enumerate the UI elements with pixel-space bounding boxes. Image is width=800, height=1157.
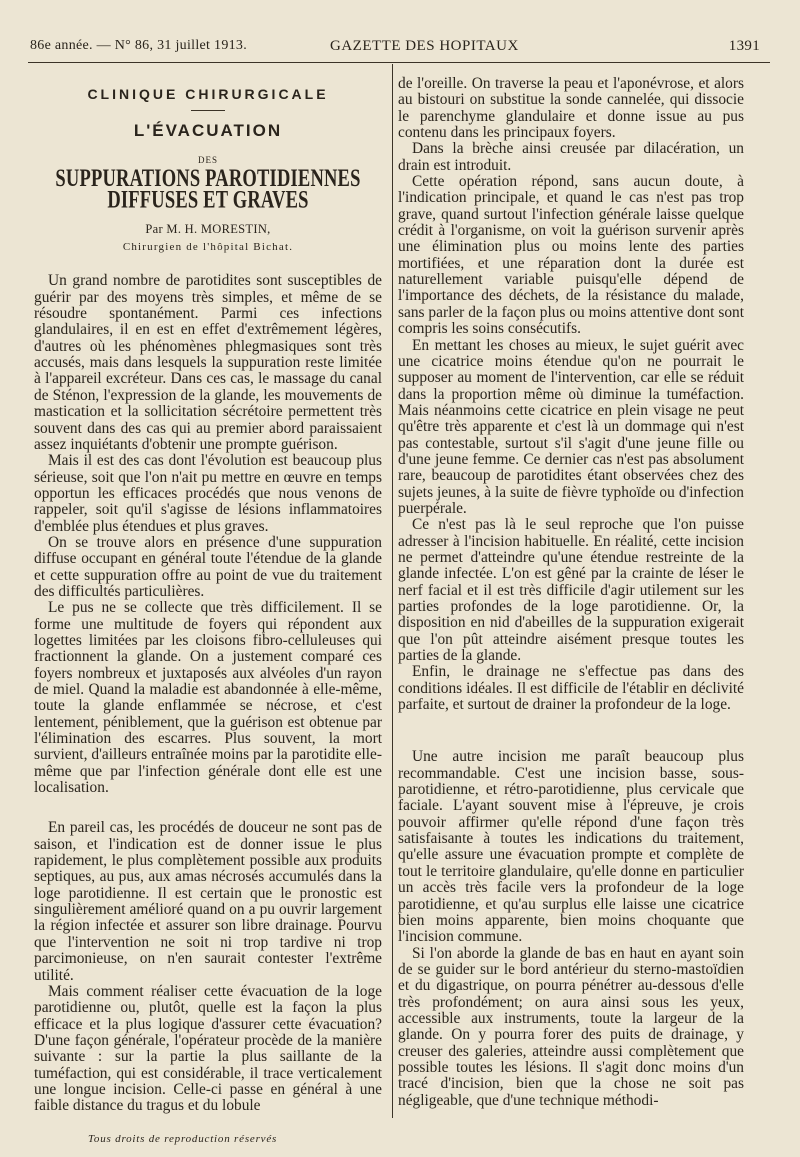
right-column: [398, 76, 744, 1109]
paragraph: Ce n'est pas là le seul reproche que l'on puisse adresser à l'incision habituelle. En réalité, cette incision ne permet d'atteindre qu'une étendue restreinte de la glande infectée. L'on est gêné par la crainte de léser le nerf facial et il est très difficile d'agir utilement sur les parties profondes de la loge parotidienne. Or, la disposition en nid d'abeilles de la suppuration exigerait que l'on pût atteindre aisément presque toutes les parties de la glande.: [398, 516, 744, 665]
author-affiliation: Chirurgien de l'hôpital Bichat.: [122, 241, 294, 254]
paragraph: Si l'on aborde la glande de bas en haut en ayant soin de se guider sur le bord antérieur du sterno-mastoïdien et du digastrique, on pourra pénétrer au-dessous d'elle très profondément; on aura ainsi sous les yeux, accessible aux instruments, toute la largeur de la glande. On y pourra forer des puits de drainage, y creuser des galeries, atteindre aussi complètement que possible toutes les lésions. Il s'agit donc moins d'un tracé d'incision, bien que la chose ne soit pas négligeable, que d'une technique méthodi-: [398, 944, 744, 1109]
left-column: [34, 74, 382, 1115]
paragraph: Un grand nombre de parotidites sont susceptibles de guérir par des moyens très simples, et même de se résoudre spontanément. Parmi ces infections glandulaires, il en est en effet d'extrêmement légères, d'autres où les phénomènes phlegmasiques sont très accusés, mais dans lesquels la suppuration reste limitée à l'appareil excréteur. Dans ces cas, le massage du canal de Sténon, l'expression de la glande, les mouvements de mastication et la sollicitation sécrétoire permettent très souvent dans des cas qui au premier abord paraissaient assez inquiétants d'obtenir une prompte guérison.: [34, 272, 382, 453]
paragraph: Cette opération répond, sans aucun doute, à l'indication principale, et quand le cas n'est pas trop grave, quand surtout l'infection générale laisse quelque crédit à l'organisme, on voit la guérison survenir après une élimination plus ou moins lente des parties mortifiées, et une réparation dont la durée est naturellement variable puisqu'elle dépend de l'importance des déchets, de la résistance du malade, sans parler de la façon plus ou moins attentive dont sont compris les soins consécutifs.: [398, 173, 744, 338]
paragraph: En mettant les choses au mieux, le sujet guérit avec une cicatrice moins étendue qu'on ne pourrait le supposer au moment de l'intervention, car elle se réduit dans la proportion même où diminue la tuméfaction. Mais néanmoins cette cicatrice en plein visage ne peut qu'être très apparente et c'est là un dommage qui n'est pas contestable, surtout s'il s'agit d'une jeune fille ou d'une jeune femme. Ce dernier cas n'est pas absolument rare, beaucoup de parotidites étant observées chez des sujets jeunes, à la suite de fièvre typhoïde ou d'infection puerpérale.: [398, 336, 744, 517]
column-divider: [392, 64, 393, 1118]
paragraph: En pareil cas, les procédés de douceur ne sont pas de saison, et l'indication est de donner issue le plus rapidement, le plus complètement possible aux produits septiques, au pus, aux amas nécrosés accumulés dans la loge parotidienne. Il est certain que le pronostic est singulièrement amélioré quand on a pu ouvrir largement la région infectée et assurer son libre drainage. Pourvu que l'intervention ne soit ni trop tardive ni trop parcimonieuse, on n'en saurait contester l'extrême utilité.: [34, 819, 382, 984]
rights-notice: Tous droits de reproduction réservés: [88, 1133, 278, 1145]
paragraph: Enfin, le drainage ne s'effectue pas dans des conditions idéales. Il est difficile de l'établir en déclivité parfaite, et surtout de drainer la profondeur de la loge.: [398, 663, 744, 714]
byline: Par M. H. MORESTIN,: [145, 221, 271, 236]
title-connector: DES: [197, 154, 218, 165]
paragraph: On se trouve alors en présence d'une suppuration diffuse occupant en général toute l'étendue de la glande et cette suppuration offre au point de vue du traitement des difficultés particulières.: [34, 533, 382, 600]
paragraph: Une autre incision me paraît beaucoup plus recommandable. C'est une incision basse, sous-parotidienne, et rétro-parotidienne, plus cervicale que faciale. L'ayant souvent mise à l'épreuve, je crois pouvoir affirmer qu'elle répond d'une façon très satisfaisante à toutes les indications du traitement, qu'elle assure une évacuation prompte et complète de tout le territoire glandulaire, qu'elle donne en particulier un accès très facile vers la profondeur de la loge parotidienne, et qu'au surplus elle laisse une cicatrice bien moins apparente, bien moins choquante que l'incision commune.: [398, 748, 744, 946]
paragraph: de l'oreille. On traverse la peau et l'aponévrose, et alors au bistouri on substitue la sonde cannelée, qui dissocie le parenchyme glandulaire et donne issue au pus contenu dans les principaux foyers.: [398, 75, 744, 142]
article-title: L'ÉVACUATION: [133, 121, 283, 141]
header-rule: [28, 62, 770, 63]
journal-title: GAZETTE DES HOPITAUX: [330, 38, 519, 54]
issue-info: 86e année. — N° 86, 31 juillet 1913.: [30, 38, 248, 53]
paragraph: Dans la brèche ainsi creusée par dilacération, un drain est introduit.: [398, 140, 744, 174]
paragraph: Mais comment réaliser cette évacuation de la loge parotidienne ou, plutôt, quelle est la façon la plus efficace et la plus logique d'assurer cette évacuation? D'une façon générale, l'opérateur procède de la manière suivante : sur la partie la plus saillante de la tuméfaction, qui est considérable, il trace verticalement une longue incision. Celle-ci passe en général à une faible distance du tragus et du lobule: [34, 982, 382, 1115]
paragraph: Le pus ne se collecte que très difficilement. Il se forme une multitude de foyers qui répondent aux logettes limitées par les cloisons fibro-celluleuses qui fractionnent la glande. On a justement comparé ces foyers nombreux et juxtaposés aux alvéoles d'un rayon de miel. Quand la maladie est abandonnée à elle-même, toute la glande enflammée se nécrose, et c'est lentement, péniblement, que la guérison est obtenue par l'élimination des escarres. Plus souvent, la mort survient, d'ailleurs entraînée moins par la parotidite elle-même que par l'infection générale dont elle est une localisation.: [34, 599, 382, 797]
rubric: CLINIQUE CHIRURGICALE: [87, 86, 329, 102]
page-number: 1391: [728, 38, 760, 54]
article-heading: [34, 86, 382, 255]
article-subject: SUPPURATIONS PAROTIDIENNES DIFFUSES ET GRAVES: [55, 165, 361, 215]
page-header: [30, 38, 770, 60]
paragraph: Mais il est des cas dont l'évolution est beaucoup plus sérieuse, soit que l'on n'ait pu mettre en œuvre en temps opportun les efficaces procédés que nous venons de rappeler, soit qu'il s'agisse de lésions inflammatoires d'emblée plus étendues et plus graves.: [34, 452, 382, 535]
rubric-rule: [191, 110, 225, 111]
